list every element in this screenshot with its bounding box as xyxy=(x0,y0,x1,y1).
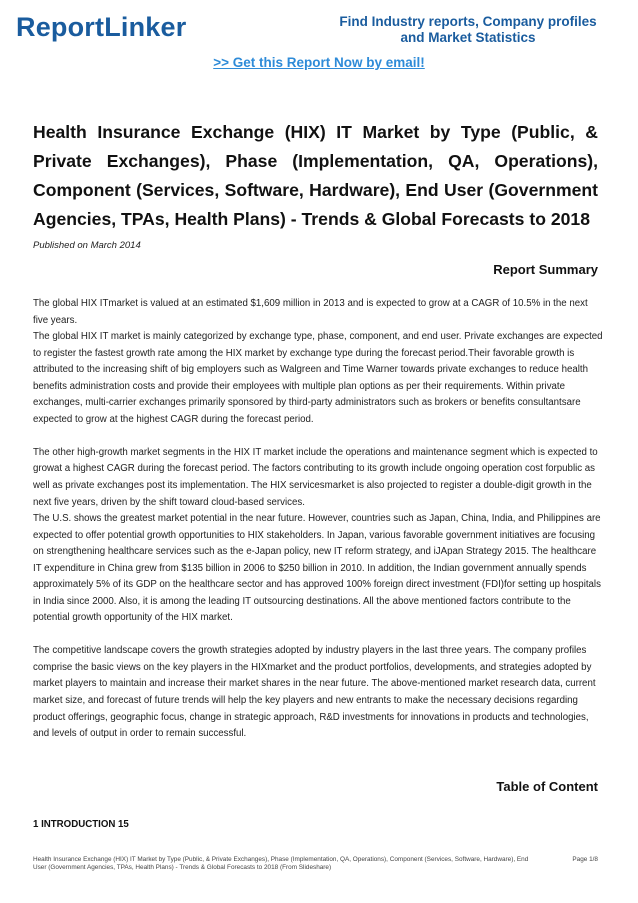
get-report-link[interactable]: >> Get this Report Now by email! xyxy=(213,55,425,70)
report-summary-heading: Report Summary xyxy=(493,262,598,277)
toc-item: 1 INTRODUCTION 15 xyxy=(33,819,129,830)
page-number: Page 1/8 xyxy=(572,856,598,863)
summary-paragraph: The other high-growth market segments in the HIX IT market include the operations and maintenance segment which is expected to growat a highest CAGR during the forecast period. The factors contributing to its growth include ongoing operation cost forpublic as well as private exchanges post its implementation. The HIX servicesmarket is also projected to register a double-digit growth in the next five years, driven by the shift toward cloud-based services. xyxy=(33,446,598,508)
page-footer-text: Health Insurance Exchange (HIX) IT Market by Type (Public, & Private Exchanges), Phase (Implementation, QA, Operations), Component (Services, Software, Hardware), End User (Government Agencies, TPAs, Health Plans) - Trends & Global Forecasts to 2018 (From Slideshare) xyxy=(33,856,529,871)
reportlinker-logo[interactable]: ReportLinker xyxy=(16,12,187,42)
table-of-content-heading: Table of Content xyxy=(496,779,598,794)
report-summary-body xyxy=(33,296,603,743)
summary-paragraph: The competitive landscape covers the growth strategies adopted by industry players in the last three years. The company profiles comprise the basic views on the key players in the HIXmarket and the product portfolios, developments, and strategies adopted by market players to maintain and increase their market shares in the near future. The above-mentioned market research data, current market size, and forecast of future trends will help the key players and new entrants to make the necessary decisions regarding product offerings, geographic focus, change in strategic approach, R&D investments for innovations in products and technologies, and levels of output in order to remain successful. xyxy=(33,645,596,740)
report-title: Health Insurance Exchange (HIX) IT Market by Type (Public, & Private Exchanges), Phase (Implementation, QA, Operations), Component (Services, Software, Hardware), End User (Government Agencies, TPAs, Health Plans) - Trends & Global Forecasts to 2018 xyxy=(33,122,598,229)
published-date: Published on March 2014 xyxy=(33,240,141,251)
summary-paragraph: The global HIX ITmarket is valued at an estimated $1,609 million in 2013 and is expected to grow at a CAGR of 10.5% in the next five years. xyxy=(33,298,588,326)
summary-paragraph: The global HIX IT market is mainly categorized by exchange type, phase, component, and end user. Private exchanges are expected to register the fastest growth rate among the HIX market by exchange type during the forecast period.Their favorable growth is attributed to the increasing shift of big employers such as Walgreen and Time Warner towards private exchanges to reduce health benefits administration costs and provide their employees with multiple plan options as per their requirements. Within private exchanges, multi-carrier exchanges primarily sponsored by third-party administrators such as brokers or benefits consultantsare expected to grow at the highest CAGR during the forecast period. xyxy=(33,331,603,425)
site-tagline: Find Industry reports, Company profiles and Market Statistics xyxy=(339,14,597,45)
summary-paragraph: The U.S. shows the greatest market potential in the near future. However, countries such as Japan, China, India, and Philippines are expected to offer potential growth opportunities to HIX stakeholders. In Japan, various favorable government initiatives are focusing on strengthening healthcare services such as the e-Japan policy, new IT reform strategy, and iJApan Strategy 2015. The healthcare IT expenditure in China grew from $135 billion in 2006 to $250 billion in 2010. In addition, the Indian government annually spends approximately 5% of its GDP on the healthcare sector and has approved 100% foreign direct investment (FDI)for setting up hospitals in India since 2000. Also, it is among the leading IT outsourcing destinations. All the above mentioned factors contribute to the potential growth opportunity of the HIX market. xyxy=(33,513,601,624)
